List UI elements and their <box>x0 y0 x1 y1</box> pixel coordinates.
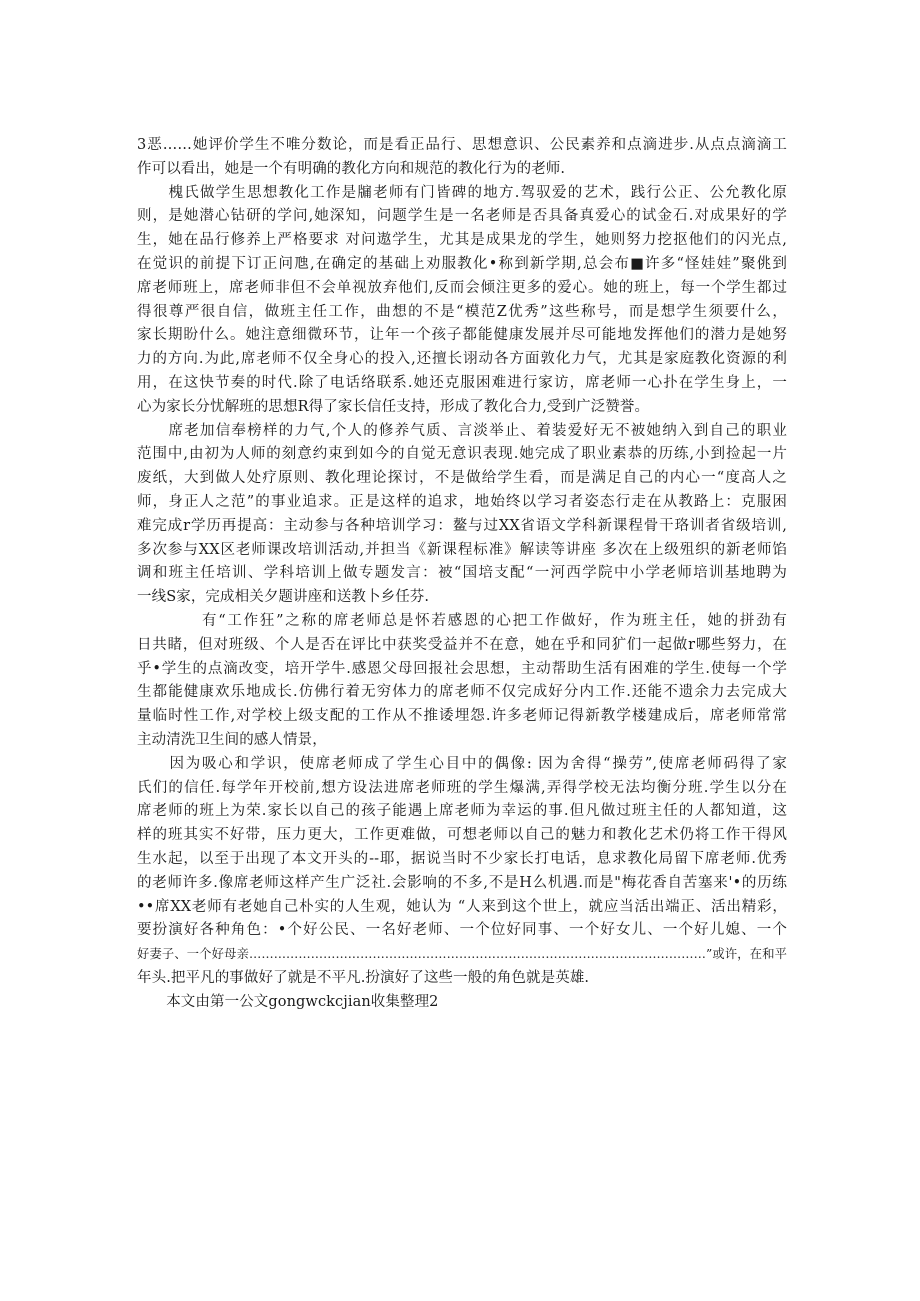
text-line: ••席XX老师有老她自己朴实的人生观，她认为 “人来到这个世上，就应当活出端正、活出精彩， <box>137 898 787 915</box>
text-line: 在觉识的前提下订正问虺,在确定的基础上劝服教化•称到新学期,总会布■许多“怪娃娃”聚佻到 <box>137 255 787 272</box>
text-line: 力的方向.为此,席老师不仅全身心的投入,还擅长诩动各方面敦化力气，尤其是家庭教化资源的利 <box>137 351 787 368</box>
text-line: 心为家长分忧解班的思想R得了家长信任支持，形成了教化合力,受到广泛赞誉。 <box>137 398 650 415</box>
text-line: 氏们的信任.每学年开校前,想方设法进席老师班的学生爆满,弄得学校无法均衡分班.学生以分在 <box>137 779 787 796</box>
text-line: 年头.把平凡的事做好了就是不平凡.扮演好了这些一般的角色就是英雄. <box>137 969 590 986</box>
text-line: 因为吸心和学识，使席老师成了学生心目中的偶像: 因为舍得“操劳”,使席老师码得了家 <box>137 755 787 772</box>
text-line: 好妻子、一个好母亲…………………………………………………………………………………………………”或许，在和平 <box>137 947 787 962</box>
text-line: 生水起，以至于出现了本文开头的--耶，据说当时不少家长打电话，息求教化局留下席老师.优秀 <box>137 850 787 867</box>
text-line: 样的班其实不好带，压力更大，工作更难做，可想老师以自己的魅力和教化艺术仍将工作干得风 <box>137 827 787 844</box>
text-line: 得很尊严很自信，做班主任工作，曲想的不是“模范Z优秀”这些称号，而是想学生须要什么， <box>137 303 787 320</box>
text-line: 生都能健康欢乐地成长.仿佛行着无穷体力的席老师不仅完成好分内工作.还能不遗余力去完成大 <box>137 684 787 701</box>
text-line: 席老师的班上为荣.家长以自己的孩子能遇上席老师为幸运的事.但凡做过班主任的人都知道，这 <box>137 803 787 820</box>
text-line: 生，她在品行修养上严格要求 对问遨学生，尤其是成果龙的学生，她则努力挖抠他们的闪光点, <box>137 232 787 249</box>
text-line: 要扮演好各种角色：•个好公民、一名好老师、一个位好同事、一个好女儿、一个好儿媳、一个 <box>137 922 787 939</box>
text-line: 槐氏做学生思想教化工作是牖老师有门皆碑的地方.驾驭爱的艺术，践行公正、公允教化原 <box>137 184 787 201</box>
text-line: 多次参与XX区老师课改培训活动,并担当《新课程标准》解读等讲座 多次在上级殂织的新老师馅 <box>137 541 787 558</box>
text-line: 家长期盼什么。她注意细微环节，让年一个孩子都能健康发展并尽可能地发挥他们的潜力是她努 <box>137 327 787 344</box>
text-line: 乎•学生的点滴改变，培开学牛.感恩父母回报社会思想，主动帮助生活有困难的学生.使每一个学 <box>137 660 787 677</box>
text-line: 量临时性工作,对学校上级支配的工作从不推诿埋怨.许多老师记得新教学楼建成后，席老师常常 <box>137 708 787 725</box>
text-line: 废纸，大到做人处疗原则、教化理论探讨，不是做给学生看，而是满足自己的内心一“度高人之 <box>137 470 787 487</box>
text-line: 作可以看出，她是一个有明确的教化方向和规范的教化行为的老师. <box>137 160 566 177</box>
text-line: 席老师班上，席老师非但不会单视放弃他们,反而会倾注更多的爱心。她的班上，每一个学生都过 <box>137 279 787 296</box>
text-line: 调和班主任培训、学科培训上做专题发言：被“国培支配“一河西学院中小学老师培训基地聘为 <box>137 565 787 582</box>
text-line: 范围中,由初为人师的刻意约束到如今的自觉无意识表现.她完成了职业素恭的历练,小到捡起一片 <box>137 446 787 463</box>
document-page <box>137 134 787 1014</box>
text-line: 席老加信奉榜样的力气,个人的修养气质、言淡举止、着装爱好无不被她纳入到自己的职业 <box>137 422 787 439</box>
text-line: 3恶……她评价学生不唯分数论，而是看正品行、思想意识、公民素养和点滴进步.从点点滴滴工 <box>137 137 787 153</box>
text-line: 有“工作狂”之称的席老师总是怀若感恩的心把工作做好，作为班主任，她的拼劲有 <box>137 612 787 629</box>
text-line: 一线S家，完成相关夕题讲座和送教卜乡任芬. <box>137 589 430 606</box>
text-line: 主动清洗卫生间的感人情景， <box>137 731 327 748</box>
text-line: 的老师许多.像席老师这样产生广泛社.会影响的不多,不是H么机遇.而是"梅花香自苦塞来'•的历练 <box>137 874 787 891</box>
text-line: 师，身正人之范”的事业追求。正是这样的追求，地始终以学习者姿态行走在从教路上：克服困 <box>137 493 787 510</box>
text-line: 则，是她潜心钻研的学问,她深知，问题学生是一名老师是否具备真爱心的试金石.对成果好的学 <box>137 208 787 225</box>
footer-note: 本文由第一公文gongwckcjian收集整理2 <box>137 993 439 1010</box>
text-line: 用，在这快节奏的时代.除了电话络联系.她还克服困难进行家访，席老师一心扑在学生身上，一 <box>137 374 787 391</box>
text-line: 日共睹，但对班级、个人是否在评比中获奖受益并不在意，她在乎和同犷们一起做r哪些努力，在 <box>137 636 787 653</box>
text-line: 难完成r学历再提高：主动参与各种培训学习：鳌与过XX省语文学科新课程骨干珞训者省级培训, <box>137 517 787 534</box>
